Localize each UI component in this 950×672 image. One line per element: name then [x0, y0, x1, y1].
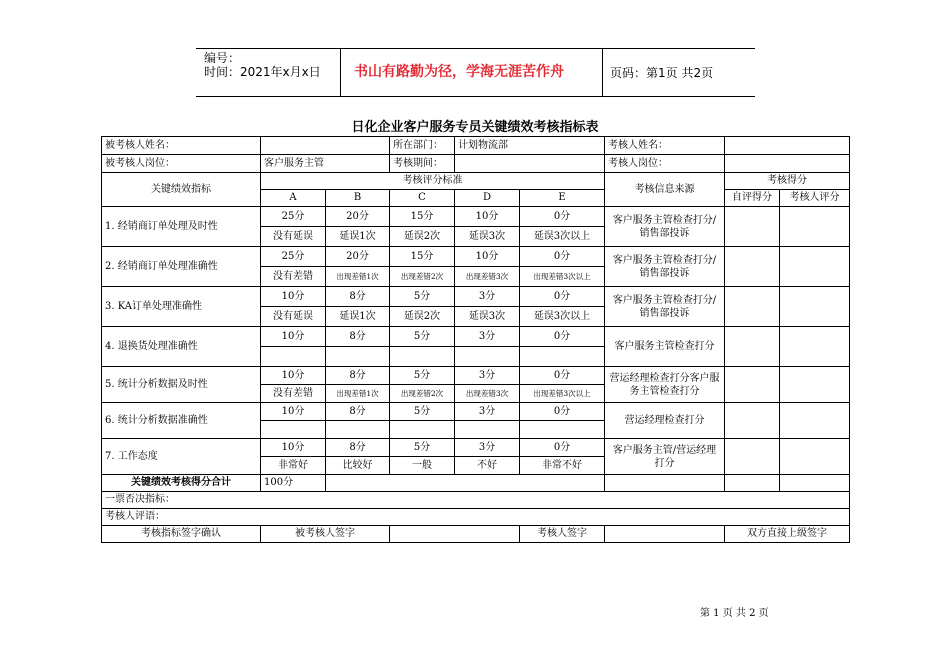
examiner-name-value [725, 137, 850, 155]
grade-score: 10分 [261, 367, 326, 385]
grade-criteria: 延误2次 [390, 307, 455, 327]
grade-criteria: 延误3次以上 [520, 227, 605, 247]
kpi-name: 6. 统计分析数据准确性 [102, 403, 261, 439]
period-label: 考核期间： [390, 155, 455, 173]
header-bottom-rule [196, 96, 755, 97]
grade-score: 10分 [261, 439, 326, 457]
examinee-post-value: 客户服务主管 [261, 155, 390, 173]
kpi-name: 1. 经销商订单处理及时性 [102, 207, 261, 247]
grade-criteria: 比较好 [326, 457, 390, 475]
grade-criteria: 延误1次 [326, 227, 390, 247]
examinee-sign-field[interactable] [390, 526, 520, 543]
grade-criteria: 出现差错3次以上 [520, 385, 605, 403]
grade-score: 3分 [455, 403, 520, 421]
total-label: 关键绩效考核得分合计 [102, 475, 261, 492]
examiner-score-cell [780, 247, 850, 287]
grade-criteria: 出现差错1次 [326, 267, 390, 287]
page-footer: 第 1 页 共 2 页 [700, 608, 769, 619]
grade-criteria: 出现差错3次 [455, 267, 520, 287]
grade-score: 0分 [520, 247, 605, 267]
grade-score: 5分 [390, 403, 455, 421]
veto-row [102, 492, 850, 509]
kpi-header: 关键绩效指标 [102, 173, 261, 207]
grade-score: 3分 [455, 327, 520, 347]
total-value: 100分 [261, 475, 326, 492]
grade-score: 10分 [455, 207, 520, 227]
grade-score: 10分 [261, 287, 326, 307]
grade-score: 20分 [326, 247, 390, 267]
superior-sign-label: 双方直接上级签字 [725, 526, 850, 543]
kpi-row [102, 207, 850, 227]
total-self-blank [725, 475, 780, 492]
grade-criteria: 出现差错3次 [455, 385, 520, 403]
kpi-row [102, 247, 850, 267]
grade-c-header: C [390, 190, 455, 207]
grade-criteria [261, 347, 326, 367]
kpi-row [102, 367, 850, 385]
total-row [102, 475, 850, 492]
examiner-score-cell [780, 367, 850, 403]
info-source: 客户服务主管检查打分/销售部投诉 [605, 207, 725, 247]
examiner-score-cell [780, 439, 850, 475]
grade-score: 3分 [455, 287, 520, 307]
header-number: 编号： [204, 51, 241, 65]
grade-criteria [326, 421, 390, 439]
grade-score: 25分 [261, 247, 326, 267]
grade-score: 0分 [520, 403, 605, 421]
grade-score: 10分 [261, 327, 326, 347]
examiner-score-cell [780, 327, 850, 367]
examiner-name-label: 考核人姓名： [605, 137, 725, 155]
grade-criteria: 不好 [455, 457, 520, 475]
grade-score: 10分 [261, 403, 326, 421]
grade-criteria: 没有差错 [261, 385, 326, 403]
kpi-row [102, 439, 850, 457]
header-page: 页码：第1页 共2页 [610, 66, 714, 80]
grade-criteria: 没有延误 [261, 227, 326, 247]
grade-criteria: 延误3次 [455, 307, 520, 327]
standard-header: 考核评分标准 [261, 173, 605, 190]
examiner-score-cell [780, 207, 850, 247]
period-value [455, 155, 605, 173]
signature-confirm-label: 考核指标签字确认 [102, 526, 261, 543]
info-source: 客户服务主管检查打分 [605, 327, 725, 367]
header-time: 时间：2021年x月x日 [204, 65, 321, 79]
grade-score: 0分 [520, 367, 605, 385]
self-score-cell [725, 367, 780, 403]
grade-score: 8分 [326, 403, 390, 421]
grade-criteria [390, 347, 455, 367]
kpi-row [102, 327, 850, 347]
grade-criteria [520, 421, 605, 439]
header-divider-left [340, 48, 341, 96]
info-source: 客户服务主管/营运经理打分 [605, 439, 725, 475]
examinee-name-label: 被考核人姓名： [102, 137, 261, 155]
examiner-score-header: 考核人评分 [780, 190, 850, 207]
kpi-row [102, 403, 850, 421]
grade-score: 0分 [520, 207, 605, 227]
grade-criteria: 延误3次以上 [520, 307, 605, 327]
self-score-cell [725, 439, 780, 475]
grade-b-header: B [326, 190, 390, 207]
examinee-name-value [261, 137, 390, 155]
info-row-1 [102, 137, 850, 155]
grade-criteria [261, 421, 326, 439]
info-source: 客户服务主管检查打分/销售部投诉 [605, 247, 725, 287]
grade-score: 0分 [520, 439, 605, 457]
grade-criteria: 延误3次 [455, 227, 520, 247]
self-score-cell [725, 327, 780, 367]
grade-criteria [455, 347, 520, 367]
score-header: 考核得分 [725, 173, 850, 190]
grade-e-header: E [520, 190, 605, 207]
column-header-row-1 [102, 173, 850, 190]
grade-score: 5分 [390, 439, 455, 457]
grade-criteria: 非常好 [261, 457, 326, 475]
kpi-name: 2. 经销商订单处理准确性 [102, 247, 261, 287]
total-source-blank [605, 475, 725, 492]
grade-criteria: 出现差错2次 [390, 267, 455, 287]
grade-score: 5分 [390, 367, 455, 385]
kpi-row [102, 287, 850, 307]
grade-d-header: D [455, 190, 520, 207]
grade-score: 5分 [390, 327, 455, 347]
self-score-cell [725, 247, 780, 287]
header-motto: 书山有路勤为径，学海无涯苦作舟 [354, 64, 564, 80]
grade-criteria [520, 347, 605, 367]
kpi-name: 7. 工作态度 [102, 439, 261, 475]
examiner-post-value [725, 155, 850, 173]
grade-score: 3分 [455, 439, 520, 457]
grade-criteria [390, 421, 455, 439]
grade-score: 15分 [390, 207, 455, 227]
grade-criteria: 延误1次 [326, 307, 390, 327]
self-score-cell [725, 207, 780, 247]
kpi-name: 4. 退换货处理准确性 [102, 327, 261, 367]
grade-score: 20分 [326, 207, 390, 227]
grade-criteria: 出现差错1次 [326, 385, 390, 403]
grade-score: 10分 [455, 247, 520, 267]
veto-label: 一票否决指标： [102, 492, 850, 509]
grade-score: 0分 [520, 287, 605, 307]
kpi-name: 5. 统计分析数据及时性 [102, 367, 261, 403]
self-score-cell [725, 403, 780, 439]
comment-row [102, 509, 850, 526]
grade-score: 8分 [326, 287, 390, 307]
grade-criteria [455, 421, 520, 439]
total-examiner-blank [780, 475, 850, 492]
self-score-cell [725, 287, 780, 327]
grade-score: 8分 [326, 367, 390, 385]
info-source: 营运经理检查打分 [605, 403, 725, 439]
grade-criteria: 一般 [390, 457, 455, 475]
examiner-sign-label: 考核人签字 [520, 526, 605, 543]
self-score-header: 自评得分 [725, 190, 780, 207]
header-top-rule [196, 48, 755, 49]
document-title: 日化企业客户服务专员关键绩效考核指标表 [351, 120, 599, 135]
grade-score: 3分 [455, 367, 520, 385]
examinee-sign-label: 被考核人签字 [261, 526, 390, 543]
kpi-name: 3. KA订单处理准确性 [102, 287, 261, 327]
grade-score: 8分 [326, 327, 390, 347]
grade-criteria: 延误2次 [390, 227, 455, 247]
signature-row [102, 526, 850, 543]
comment-label: 考核人评语： [102, 509, 850, 526]
department-value: 计划物流部 [455, 137, 605, 155]
source-header: 考核信息来源 [605, 173, 725, 207]
grade-score: 0分 [520, 327, 605, 347]
grade-a-header: A [261, 190, 326, 207]
grade-criteria: 非常不好 [520, 457, 605, 475]
grade-score: 8分 [326, 439, 390, 457]
examiner-sign-field[interactable] [605, 526, 725, 543]
grade-criteria: 出现差错3次以上 [520, 267, 605, 287]
examiner-post-label: 考核人岗位： [605, 155, 725, 173]
examiner-score-cell [780, 403, 850, 439]
grade-score: 25分 [261, 207, 326, 227]
kpi-table [101, 136, 850, 543]
info-row-2 [102, 155, 850, 173]
department-label: 所在部门： [390, 137, 455, 155]
grade-criteria: 没有延误 [261, 307, 326, 327]
grade-score: 5分 [390, 287, 455, 307]
grade-criteria [326, 347, 390, 367]
info-source: 营运经理检查打分客户服务主管检查打分 [605, 367, 725, 403]
info-source: 客户服务主管检查打分/销售部投诉 [605, 287, 725, 327]
grade-criteria: 没有差错 [261, 267, 326, 287]
grade-criteria: 出现差错2次 [390, 385, 455, 403]
grade-score: 15分 [390, 247, 455, 267]
total-blank [326, 475, 605, 492]
header-divider-right [602, 48, 603, 96]
examiner-score-cell [780, 287, 850, 327]
examinee-post-label: 被考核人岗位： [102, 155, 261, 173]
